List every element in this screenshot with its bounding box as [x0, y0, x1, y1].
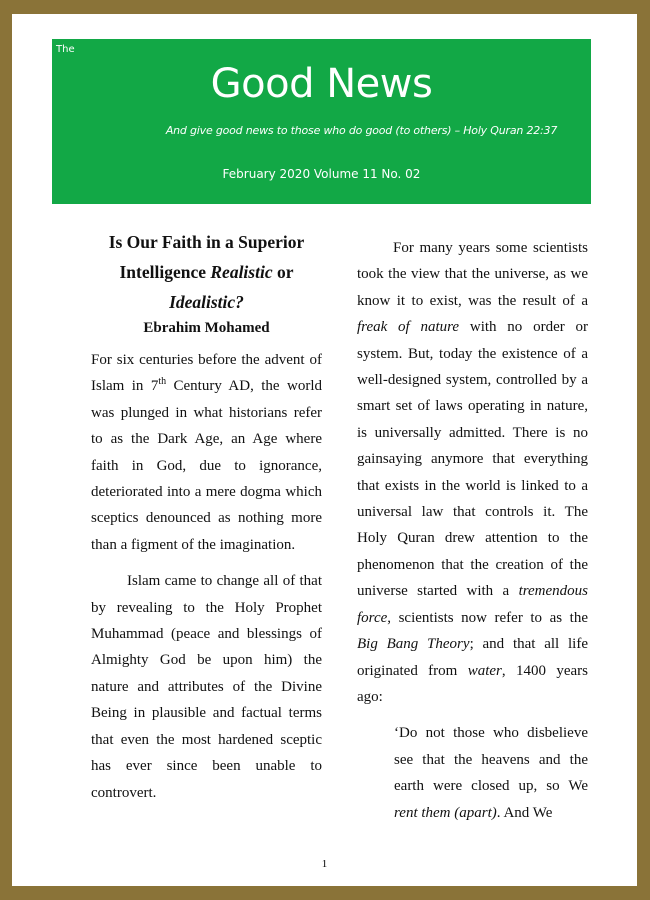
page-number: 1	[321, 858, 328, 870]
masthead-the: The	[56, 44, 75, 55]
right-column	[357, 235, 588, 826]
article-headline: Is Our Faith in a Superior Intelligence Realistic or Idealistic?	[108, 232, 305, 312]
quran-quote: ‘Do not those who disbelieve see that the heavens and the earth were closed up, so We rent them (apart). And We	[394, 725, 588, 821]
page	[12, 14, 637, 886]
paragraph-3: For many years some scientists took the view that the universe, as we know it to exist, was the result of a freak of nature with no order or system. But, today the existence of a well-designed system, controlled by a smart set of laws operating in nature, is universally admitted. There is no gainsaying anymore that everything that exists in the world is linked to a universal law that controls it. The Holy Quran drew attention to the phenomenon that the creation of the universe started with a tremendous force, scientists now refer to as the Big Bang Theory; and that all life originated from water, 1400 years ago:	[357, 240, 588, 705]
left-column	[91, 227, 322, 806]
article-author: Ebrahim Mohamed	[143, 320, 270, 336]
paragraph-1: For six centuries before the advent of Islam in 7th Century AD, the world was plunged in what historians refer to as the Dark Age, an Age where faith in God, due to ignorance, deteriorated into a mere dogma which sceptics denounced as nothing more than a figment of the imagination.	[91, 352, 322, 553]
paragraph-2: Islam came to change all of that by revealing to the Holy Prophet Muhammad (peace and blessings of Almighty God be upon him) the nature and attributes of the Divine Being in plausible and factual terms that even the most hardened sceptic has ever since been unable to controvert.	[91, 573, 322, 801]
masthead-issue: February 2020 Volume 11 No. 02	[222, 167, 421, 181]
masthead-title: Good News	[210, 61, 433, 107]
masthead-banner	[52, 39, 591, 204]
masthead-tagline: And give good news to those who do good (to others) – Holy Quran 22:37	[165, 124, 558, 137]
